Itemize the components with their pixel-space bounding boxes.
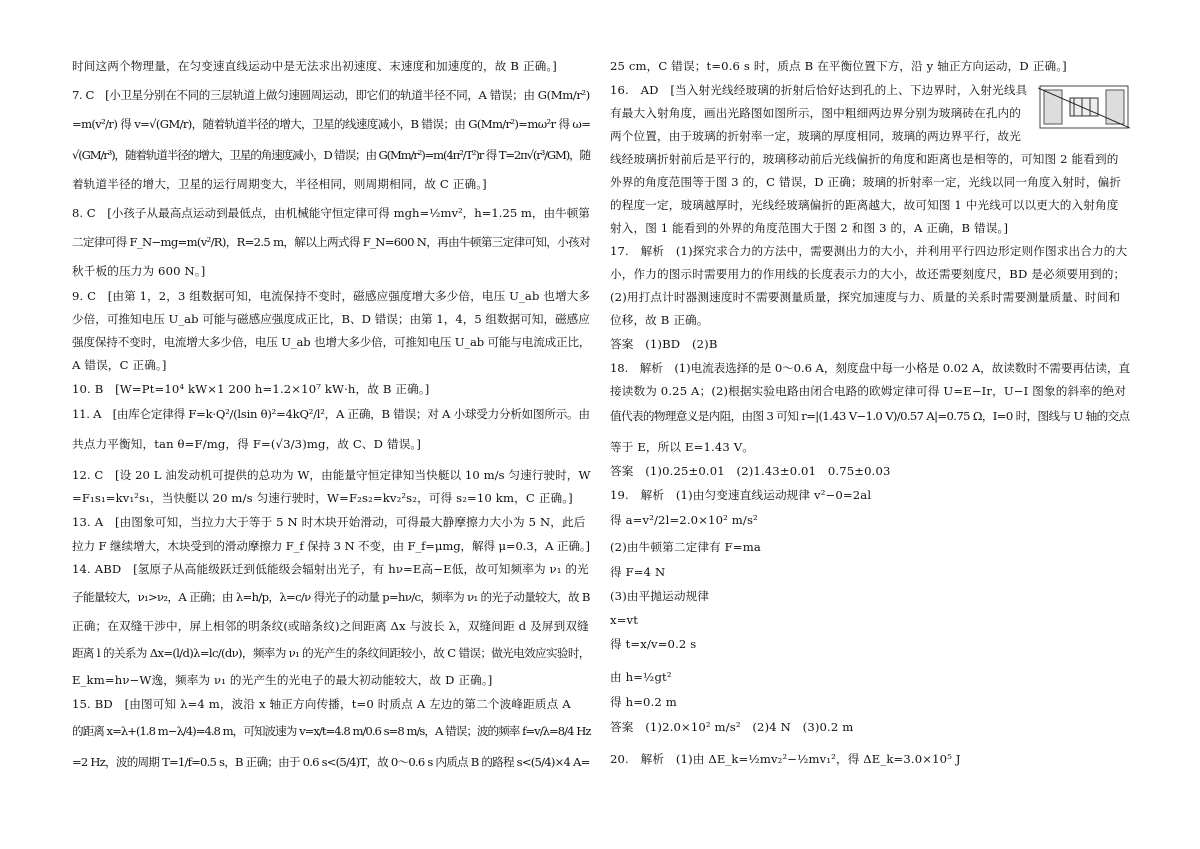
text-line: 答案 (1)2.0×10² m/s² (2)4 N (3)0.2 m bbox=[610, 720, 854, 734]
text-line: 外界的角度范围等于图 3 的，C 错误，D 正确；玻璃的折射率一定，光线以同一角度入射时，偏折 bbox=[610, 175, 1122, 189]
text-line: 7. C [小卫星分别在不同的三层轨道上做匀速圆周运动，即它们的轨道半径不同，A 错误；由 G(Mm/r²) bbox=[72, 88, 590, 102]
text-line: 时间这两个物理量，在匀变速直线运动中是无法求出初速度、末速度和加速度的，故 B 正确。] bbox=[72, 59, 557, 73]
text-line: √(GM/r³)，随着轨道半径的增大，卫星的角速度减小，D 错误；由 G(Mm/r²)=m(4π²/T²)r 得 T=2π√(r³/GM)，随 bbox=[72, 148, 590, 162]
text-line: x=vt bbox=[610, 613, 639, 627]
text-line: 由 h=½gt² bbox=[610, 670, 672, 684]
text-line: 10. B [W=Pt=10⁴ kW×1 200 h=1.2×10⁷ kW·h，故 B 正确。] bbox=[72, 382, 430, 396]
text-line: 的距离 x=λ+(1.8 m−λ/4)=4.8 m，可知波速为 v=x/t=4.8 m/0.6 s=8 m/s，A 错误；波的频率 f=v/λ=8/4 Hz bbox=[72, 724, 591, 738]
text-line: 有最大入射角度，画出光路图如图所示，图中粗细两边界分别为玻璃砖在孔内的 bbox=[610, 106, 1022, 120]
text-line: 射入，图 1 能看到的外界的角度范围大于图 2 和图 3 的，A 正确，B 错误。] bbox=[610, 221, 1009, 235]
text-line: 等于 E，所以 E=1.43 V。 bbox=[610, 440, 754, 454]
text-line: 8. C [小孩子从最高点运动到最低点，由机械能守恒定律可得 mgh=½mv²，h=1.25 m，由牛顿第 bbox=[72, 206, 590, 220]
text-line: 秋千板的压力为 600 N。] bbox=[72, 264, 206, 278]
text-line: 答案 (1)BD (2)B bbox=[610, 337, 718, 351]
text-line: 20. 解析 (1)由 ΔE_k=½mv₂²−½mv₁²，得 ΔE_k=3.0×10⁵ J bbox=[610, 752, 961, 766]
text-line: 的程度一定，玻璃越厚时，光线经玻璃偏折的距离越大，故可知图 1 中光线可以以更大的入射角度 bbox=[610, 198, 1119, 212]
text-line: (3)由平抛运动规律 bbox=[610, 589, 710, 603]
text-line: 小，作力的图示时需要用力的作用线的长度表示力的大小，故还需要刻度尺，BD 是必须要用到的； bbox=[610, 267, 1126, 281]
text-line: 值代表的物理意义是内阻，由图 3 可知 r=|(1.43 V−1.0 V)/0.57 A|=0.75 Ω，I=0 时，图线与 U 轴的交点 bbox=[610, 409, 1130, 423]
text-line: 子能量较大，ν₁>ν₂，A 正确；由 λ=h/p，λ=c/ν 得光子的动量 p=hν/c，频率为 ν₁ 的光子动量较大，故 B bbox=[72, 590, 590, 604]
text-line: E_km=hν−W逸，频率为 ν₁ 的光产生的光电子的最大初动能较大，故 D 正确。] bbox=[72, 673, 493, 687]
text-line: 14. ABD [氢原子从高能级跃迁到低能级会辐射出光子，有 hν=E高−E低，故可知频率为 ν₁ 的光 bbox=[72, 562, 589, 576]
text-line: =F₁s₁=kv₁²s₁，当快艇以 20 m/s 匀速行驶时，W=F₂s₂=kv₂²s₂，可得 s₂=10 km，C 正确。] bbox=[72, 491, 573, 505]
text-line: 正确；在双缝干涉中，屏上相邻的明条纹(或暗条纹)之间距离 Δx 与波长 λ，双缝间距 d 及屏到双缝 bbox=[72, 619, 589, 633]
text-line: 18. 解析 (1)电流表选择的是 0～0.6 A，刻度盘中每一小格是 0.02 A，故读数时不需要再估读，直 bbox=[610, 361, 1131, 375]
text-line: 11. A [由库仑定律得 F=k·Q²/(lsin θ)²=4kQ²/l²，A 正确，B 错误；对 A 小球受力分析如图所示。由 bbox=[72, 407, 590, 421]
text-line: 拉力 F 继续增大，木块受到的滑动摩擦力 F_f 保持 3 N 不变，由 F_f=μmg，解得 μ=0.3，A 正确。] bbox=[72, 539, 590, 553]
text-line: (2)由牛顿第二定律有 F=ma bbox=[610, 540, 761, 554]
text-line: 9. C [由第 1，2，3 组数据可知，电流保持不变时，磁感应强度增大多少倍，电压 U_ab 也增大多 bbox=[72, 289, 591, 303]
text-line: 两个位置，由于玻璃的折射率一定，玻璃的厚度相同，玻璃的两边界平行，故光 bbox=[610, 129, 1022, 143]
text-line: 得 a=v²/2l=2.0×10² m/s² bbox=[610, 513, 758, 527]
text-line: =2 Hz，波的周期 T=1/f=0.5 s，B 正确；由于 0.6 s<(5/4)T，故 0～0.6 s 内质点 B 的路程 s<(5/4)×4 A= bbox=[72, 755, 590, 769]
text-line: 12. C [设 20 L 油发动机可提供的总功为 W，由能量守恒定律知当快艇以 10 m/s 匀速行驶时，W bbox=[72, 468, 591, 482]
text-line: 线经玻璃折射前后是平行的，玻璃移动前后光线偏折的角度和距离也是相等的，可知图 2 能看到的 bbox=[610, 152, 1119, 166]
text-line: 13. A [由图象可知，当拉力大于等于 5 N 时木块开始滑动，可得最大静摩擦力大小为 5 N，此后 bbox=[72, 515, 586, 529]
text-line: 得 F=4 N bbox=[610, 565, 666, 579]
text-line: 16. AD [当入射光线经玻璃的折射后恰好达到孔的上、下边界时，入射光线具 bbox=[610, 83, 1028, 97]
text-line: 着轨道半径的增大，卫星的运行周期变大，半径相同，则周期相同，故 C 正确。] bbox=[72, 177, 487, 191]
text-line: 距离 l 的关系为 Δx=(l/d)λ=lc/(dν)，频率为 ν₁ 的光产生的条纹间距较小，故 C 错误；做光电效应实验时， bbox=[72, 646, 590, 660]
text-line: A 错误，C 正确。] bbox=[72, 358, 167, 372]
text-line: =m(v²/r) 得 v=√(GM/r)，随着轨道半径的增大，卫星的线速度减小，B 错误；由 G(Mm/r²)=mω²r 得 ω= bbox=[72, 117, 591, 131]
text-line: 位移，故 B 正确。 bbox=[610, 313, 709, 327]
text-line: 17. 解析 (1)探究求合力的方法中，需要测出力的大小，并利用平行四边形定则作图求出合力的大 bbox=[610, 244, 1128, 258]
text-line: 25 cm，C 错误；t=0.6 s 时，质点 B 在平衡位置下方，沿 y 轴正方向运动，D 正确。] bbox=[610, 59, 1067, 73]
text-line: 接读数为 0.25 A；(2)根据实验电路由闭合电路的欧姆定律可得 U=E−Ir，U−I 图象的斜率的绝对 bbox=[610, 384, 1127, 398]
text-line: 得 h=0.2 m bbox=[610, 695, 677, 709]
text-line: 答案 (1)0.25±0.01 (2)1.43±0.01 0.75±0.03 bbox=[610, 464, 891, 478]
text-line: (2)用打点计时器测速度时不需要测量质量，探究加速度与力、质量的关系时需要测量质量、时间和 bbox=[610, 290, 1121, 304]
text-line: 19. 解析 (1)由匀变速直线运动规律 v²−0=2al bbox=[610, 488, 872, 502]
text-line: 二定律可得 F_N−mg=m(v²/R)，R=2.5 m，解以上两式得 F_N=600 N，再由牛顿第三定律可知，小孩对 bbox=[72, 235, 590, 249]
text-line: 少倍，可推知电压 U_ab 可能与磁感应强度成正比，B、D 错误；由第 1，4，5 组数据可知，磁感应 bbox=[72, 312, 590, 326]
text-line: 得 t=x/v=0.2 s bbox=[610, 637, 697, 651]
optical-path-figure bbox=[1038, 84, 1130, 130]
text-line: 强度保持不变时，电流增大多少倍，电压 U_ab 也增大多少倍，可推知电压 U_ab 可能与电流成正比， bbox=[72, 335, 591, 349]
text-line: 15. BD [由图可知 λ=4 m，波沿 x 轴正方向传播，t=0 时质点 A 左边的第二个波峰距质点 A bbox=[72, 697, 571, 711]
text-line: 共点力平衡知，tan θ=F/mg，得 F=(√3/3)mg，故 C、D 错误。] bbox=[72, 437, 422, 451]
